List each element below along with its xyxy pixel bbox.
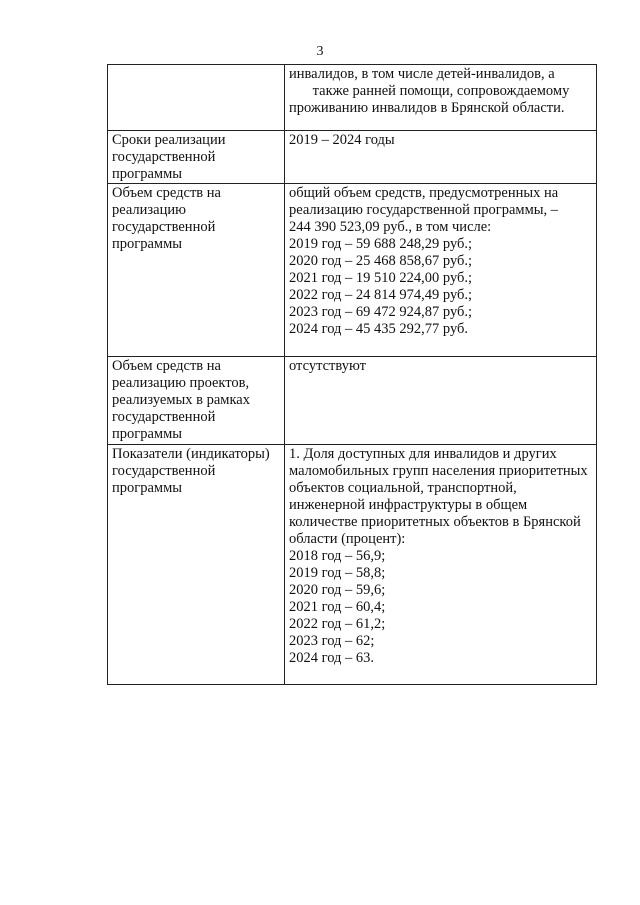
table-row xyxy=(108,131,597,184)
value-line: 2023 год – 69 472 924,87 руб.; xyxy=(289,304,473,320)
value-line: общий объем средств, предусмотренных на xyxy=(289,185,559,201)
value-line: количестве приоритетных объектов в Брянской xyxy=(289,514,581,530)
row-value-cell xyxy=(285,445,597,685)
value-line: области (процент): xyxy=(289,531,406,547)
label-line: Объем средств на xyxy=(112,185,221,201)
value-line: 2022 год – 61,2; xyxy=(289,616,386,632)
label-line: программы xyxy=(112,480,182,496)
label-line: программы xyxy=(112,426,182,442)
program-passport-table xyxy=(107,64,597,685)
label-line: реализацию xyxy=(112,202,186,218)
value-line: маломобильных групп населения приоритетных xyxy=(289,463,588,479)
label-line: Показатели (индикаторы) xyxy=(112,446,270,462)
row-label-cell xyxy=(108,65,285,131)
label-line: государственной xyxy=(112,409,216,425)
row-value-cell xyxy=(285,184,597,357)
value-line: 2021 год – 60,4; xyxy=(289,599,386,615)
value-line: 2020 год – 59,6; xyxy=(289,582,386,598)
value-line: проживанию инвалидов в Брянской области. xyxy=(289,100,565,116)
row-label-cell xyxy=(108,445,285,685)
row-label-cell xyxy=(108,357,285,445)
value-line: 1. Доля доступных для инвалидов и других xyxy=(289,446,557,462)
label-line: Объем средств на xyxy=(112,358,221,374)
value-line: 2018 год – 56,9; xyxy=(289,548,386,564)
row-label-cell xyxy=(108,184,285,357)
value-line: инженерной инфраструктуры в общем xyxy=(289,497,528,513)
value-line: 2019 год – 59 688 248,29 руб.; xyxy=(289,236,473,252)
value-line: 2021 год – 19 510 224,00 руб.; xyxy=(289,270,473,286)
table-row xyxy=(108,357,597,445)
table-row xyxy=(108,445,597,685)
table-row xyxy=(108,184,597,357)
value-line: 2020 год – 25 468 858,67 руб.; xyxy=(289,253,473,269)
value-line: инвалидов, в том числе детей-инвалидов, а xyxy=(289,66,555,82)
label-line: программы xyxy=(112,166,182,182)
label-line: государственной xyxy=(112,149,216,165)
value-line: 2019 год – 58,8; xyxy=(289,565,386,581)
value-line: 2023 год – 62; xyxy=(289,633,375,649)
value-line: 2024 год – 45 435 292,77 руб. xyxy=(289,321,469,337)
label-line: Сроки реализации xyxy=(112,132,226,148)
value-line: 2024 год – 63. xyxy=(289,650,375,666)
label-line: реализуемых в рамках xyxy=(112,392,250,408)
row-value-cell xyxy=(285,65,597,131)
row-value-cell xyxy=(285,357,597,445)
label-line: государственной xyxy=(112,463,216,479)
value-line: объектов социальной, транспортной, xyxy=(289,480,517,496)
label-line: государственной xyxy=(112,219,216,235)
row-value-cell xyxy=(285,131,597,184)
value-line: отсутствуют xyxy=(289,358,366,374)
value-line: также ранней помощи, сопровождаемому xyxy=(312,83,570,99)
label-line: реализацию проектов, xyxy=(112,375,250,391)
page-number: 3 xyxy=(316,44,324,59)
value-line: 2022 год – 24 814 974,49 руб.; xyxy=(289,287,473,303)
value-line: 244 390 523,09 руб., в том числе: xyxy=(289,219,492,235)
value-line: 2019 – 2024 годы xyxy=(289,132,395,148)
value-line: реализацию государственной программы, – xyxy=(289,202,559,218)
label-line: программы xyxy=(112,236,182,252)
table-row xyxy=(108,65,597,131)
row-label-cell xyxy=(108,131,285,184)
